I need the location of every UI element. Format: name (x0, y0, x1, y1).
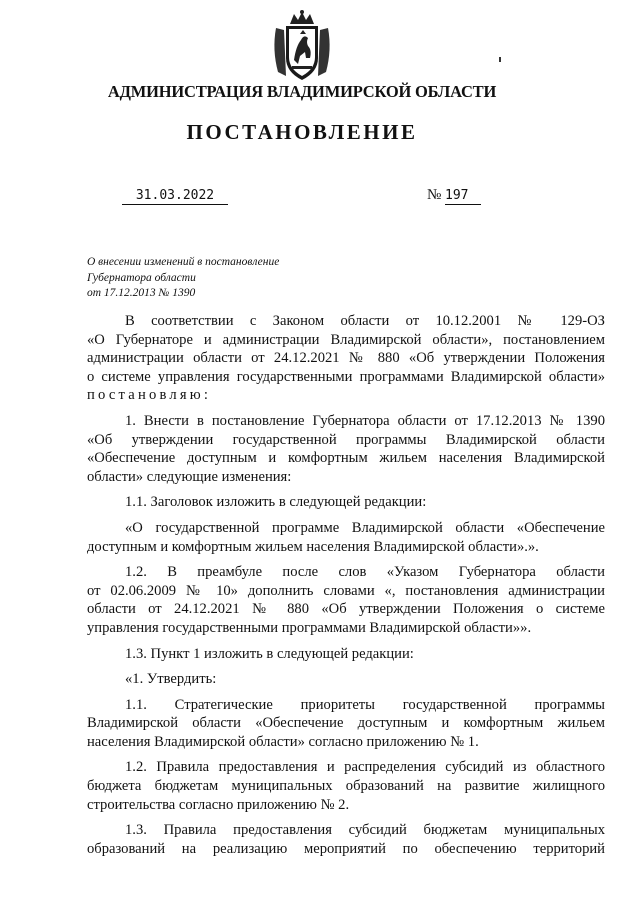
document-date: 31.03.2022 (122, 188, 228, 205)
text-line: «О Губернаторе и администрации Владимирской области», постановлением (87, 331, 605, 348)
paragraph-approve (87, 670, 605, 689)
paragraph-approve-1-2 (87, 758, 605, 814)
document-subject (87, 255, 367, 302)
paragraph-item-1-3 (87, 645, 605, 664)
scan-mark (499, 57, 501, 62)
text-line: «О государственной программе Владимирской области «Обеспечение (125, 519, 605, 536)
number-label: № (427, 187, 442, 203)
text-line: 1.3. Правила предоставления субсидий бюджетам муниципальных (125, 822, 605, 839)
paragraph-item-1-2 (87, 563, 605, 637)
paragraph-approve-1-1 (87, 696, 605, 752)
paragraph-approve-1-3 (87, 821, 605, 858)
coat-of-arms-icon (270, 10, 334, 84)
text-line: Владимирской области «Обеспечение доступным и комфортным жильем (87, 715, 605, 732)
text-line: «1. Утвердить: (125, 671, 217, 688)
document-type: ПОСТАНОВЛЕНИЕ (186, 120, 418, 144)
text-line: 1.1. Стратегические приоритеты государственной программы (125, 696, 605, 713)
organization-title: АДМИНИСТРАЦИЯ ВЛАДИМИРСКОЙ ОБЛАСТИ (107, 82, 497, 101)
text-line: управления государственными программами Владимирской области»». (87, 619, 532, 636)
text-line: доступным и комфортным жильем населения Владимирской области».». (87, 538, 539, 555)
text-line: 1.1. Заголовок изложить в следующей редакции: (125, 494, 427, 511)
subject-line: Губернатора области (87, 271, 196, 284)
text-line: от 02.06.2009 № 10» дополнить словами «, постановления администрации (87, 582, 605, 599)
text-line: постановляю: (87, 387, 212, 404)
text-line: области» следующие изменения: (87, 468, 292, 485)
document-body (87, 312, 605, 858)
text-line: о системе управления государственными программами Владимирской области» (87, 368, 605, 385)
text-line: 1.2. В преамбуле после слов «Указом Губернатора области (125, 564, 605, 581)
subject-line: О внесении изменений в постановление (87, 256, 280, 268)
subject-line: от 17.12.2013 № 1390 (87, 287, 196, 299)
text-line: 1. Внести в постановление Губернатора области от 17.12.2013 № 1390 (125, 412, 605, 429)
text-line: В соответствии с Законом области от 10.12.2001 № 129-ОЗ (125, 313, 605, 329)
text-line: строительства согласно приложению № 2. (87, 796, 350, 813)
paragraph-item-1 (87, 412, 605, 486)
paragraph-title-text (87, 519, 605, 556)
paragraph-preamble (87, 312, 605, 405)
text-line: администрации области от 24.12.2021 № 880 «Об утверждении Положения (87, 350, 605, 367)
paragraph-item-1-1 (87, 493, 605, 512)
text-line: образований на реализацию мероприятий по обеспечению территорий (87, 840, 605, 857)
text-line: «Об утверждении государственной программы Владимирской области (87, 431, 605, 448)
document-number: 197 (445, 188, 481, 205)
text-line: области от 24.12.2021 № 880 «Об утверждении Положения о системе (87, 601, 605, 618)
text-line: бюджета бюджетам муниципальных образований на развитие жилищного (87, 778, 605, 795)
text-line: 1.2. Правила предоставления и распределения субсидий из областного (125, 759, 605, 776)
text-line: 1.3. Пункт 1 изложить в следующей редакции: (125, 645, 414, 662)
text-line: «Обеспечение доступным и комфортным жильем населения Владимирской (87, 450, 605, 467)
text-line: населения Владимирской области» согласно приложению № 1. (87, 733, 479, 750)
